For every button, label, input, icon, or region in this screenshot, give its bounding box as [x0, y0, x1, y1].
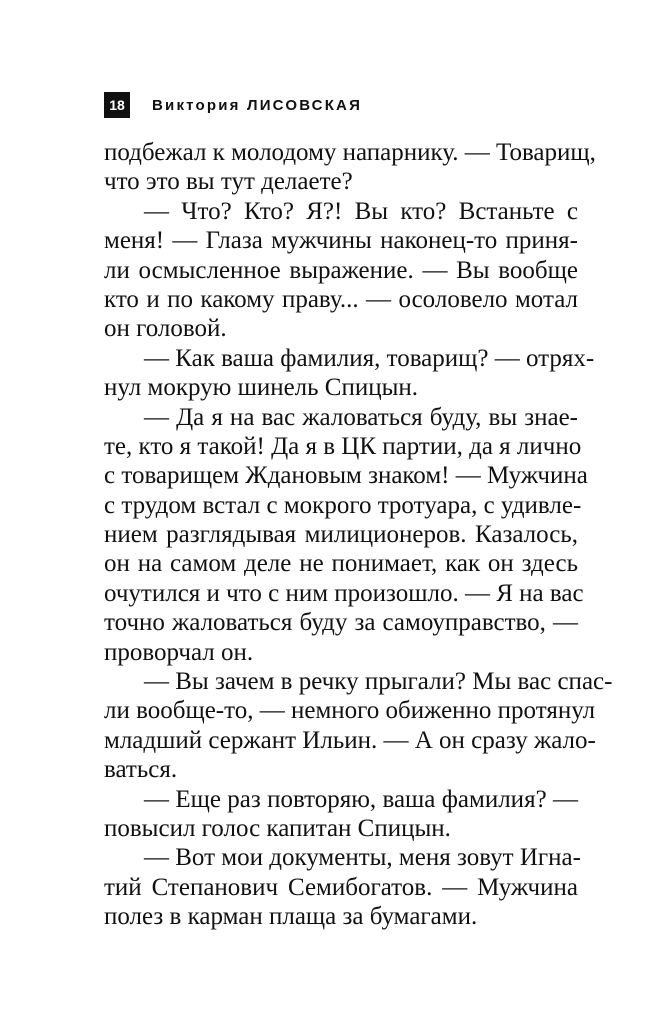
text-line: ли вообще-то, — немного обиженно протянул — [104, 697, 596, 725]
text-line: с товарищем Ждановым знаком! — Мужчина — [104, 462, 588, 490]
text-line: повысил голос капитан Спицын. — [104, 814, 451, 842]
text-line: что это вы тут делаете? — [104, 168, 353, 196]
text-line: меня! — Глаза мужчины наконец-то приня- — [104, 227, 578, 255]
text-line: нул мокрую шинель Спицын. — [104, 374, 419, 402]
text-line: подбежал к молодому напарнику. — Товарищ, — [104, 139, 596, 166]
body-text — [104, 138, 613, 932]
running-header — [104, 92, 362, 118]
text-line: младший сержант Ильин. — А он сразу жало- — [104, 726, 596, 754]
text-line: — Вы зачем в речку прыгали? Мы вас спас- — [144, 668, 613, 696]
text-line: ваться. — [104, 756, 178, 784]
text-line: проворчал он. — [104, 638, 254, 666]
text-line: — Еще раз повторяю, ваша фамилия? — — [144, 785, 578, 813]
text-line: — Что? Кто? Я?! Вы кто? Встаньте с — [144, 197, 578, 225]
text-line: полез в карман плаща за бумагами. — [104, 903, 478, 931]
text-line: он головой. — [104, 315, 227, 343]
text-line: ли осмысленное выражение. — Вы вообще — [104, 256, 578, 284]
text-line: очутился и что с ним произошло. — Я на вас — [104, 579, 584, 607]
text-line: он на самом деле не понимает, как он здесь — [104, 550, 578, 578]
text-line: нием разглядывая милиционеров. Казалось, — [104, 521, 578, 549]
text-line: кто и по какому праву... — осоловело мотал — [104, 285, 578, 313]
text-line: — Вот мои документы, меня зовут Игна- — [144, 844, 581, 872]
page-number: 18 — [104, 92, 130, 118]
text-line: — Как ваша фамилия, товарищ? — отрях- — [144, 344, 595, 372]
text-line: те, кто я такой! Да я в ЦК партии, да я лично — [104, 432, 582, 460]
text-line: точно жаловаться буду за самоуправство, — — [104, 609, 578, 637]
text-line: с трудом встал с мокрого тротуара, с удивле- — [104, 491, 582, 519]
author-name: Виктория ЛИСОВСКАЯ — [152, 96, 363, 114]
text-line: — Да я на вас жаловаться буду, вы знае- — [144, 403, 578, 431]
text-line: тий Степанович Семибогатов. — Мужчина — [104, 873, 578, 901]
